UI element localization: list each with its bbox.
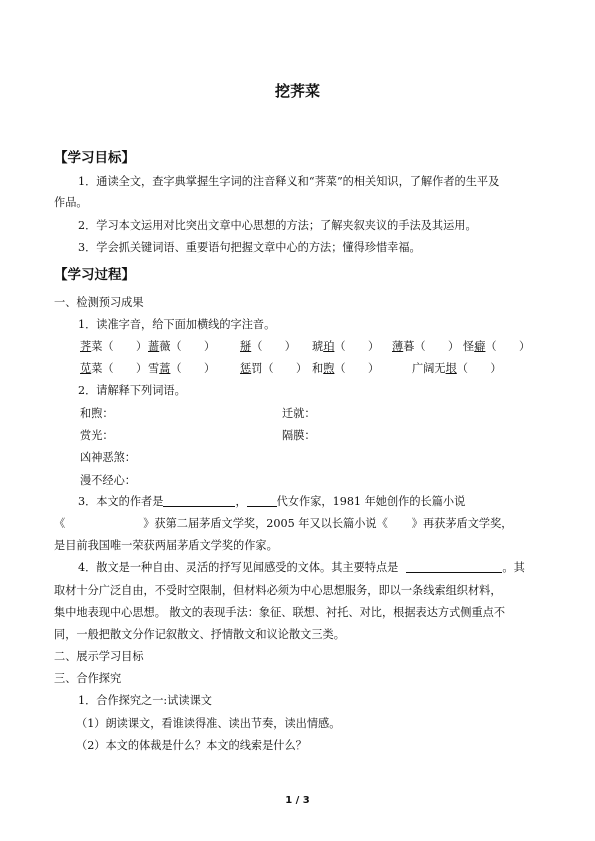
pinyin-item: 雪蒿（ ） xyxy=(148,362,216,375)
pinyin-item: 和煦（ ） xyxy=(312,362,380,375)
goals-heading: 【学习目标】 xyxy=(54,150,135,166)
pinyin-item: 苋菜（ ） xyxy=(80,362,148,375)
goal-1-line-1: 1．通读全文，查字典掌握生字词的注音释义和“荠菜”的相关知识，了解作者的生平及 xyxy=(78,175,500,188)
word-yujiu: 迁就： xyxy=(282,407,316,420)
pinyin-item: 怪癖（ ） xyxy=(463,340,531,353)
question-4-line-3: 集中地表现中心思想。 散文的表现手法：象征、联想、衬托、对比，根据表达方式侧重点不 xyxy=(54,606,506,619)
goal-1-line-2: 作品。 xyxy=(54,196,88,209)
word-hexu: 和煦： xyxy=(80,407,114,420)
question-3-line-1: 3．本文的作者是 ， 代女作家，1981 年她创作的长篇小说 xyxy=(78,495,466,508)
part-2-heading: 二、展示学习目标 xyxy=(54,650,144,663)
coop-1-a: （1）朗读课文，看谁读得准、读出节奏，读出情感。 xyxy=(76,717,341,730)
answer-blank[interactable] xyxy=(406,560,502,573)
goal-3: 3．学会抓关键词语、重要语句把握文章中心的方法；懂得珍惜幸福。 xyxy=(78,241,421,254)
answer-blank[interactable] xyxy=(247,494,277,507)
pinyin-item: 掰（ ） xyxy=(240,340,296,353)
question-4-line-2: 取材十分广泛自由，不受时空限制，但材料必须为中心思想服务，即以一条线索组织材料， xyxy=(54,584,502,597)
pinyin-item: 薄暮（ ） xyxy=(392,340,460,353)
pinyin-item: 荠菜（ ） xyxy=(80,340,148,353)
question-2: 2．请解释下列词语。 xyxy=(78,384,186,397)
word-shangguang: 赏光： xyxy=(80,429,114,442)
pinyin-item: 蔷薇（ ） xyxy=(148,340,216,353)
coop-1: 1．合作探究之一:试读课文 xyxy=(78,694,212,707)
pinyin-item: 琥珀（ ） xyxy=(312,340,380,353)
word-gemo: 隔膜： xyxy=(282,429,316,442)
question-4-line-4: 同，一般把散文分作记叙散文、抒情散文和议论散文三类。 xyxy=(54,628,345,641)
goal-2: 2．学习本文运用对比突出文章中心思想的方法；了解夹叙夹议的手法及其运用。 xyxy=(78,219,477,232)
pinyin-item: 惩罚（ ） xyxy=(240,362,308,375)
question-4-line-1: 4．散文是一种自由、灵活的抒写见闻感受的文体。其主要特点是 。其 xyxy=(78,561,525,574)
coop-1-b: （2）本文的体裁是什么？本文的线索是什么？ xyxy=(76,739,307,752)
question-3-line-2: 《 》获第二届茅盾文学奖，2005 年又以长篇小说《 》再获茅盾文学奖， xyxy=(54,517,513,530)
page-title: 挖荠菜 xyxy=(274,82,320,100)
word-manbu: 漫不经心： xyxy=(80,474,136,487)
process-heading: 【学习过程】 xyxy=(54,267,135,283)
word-xiongshen: 凶神恶煞： xyxy=(80,451,136,464)
pinyin-item: 广阔无垠（ ） xyxy=(412,362,502,375)
answer-blank[interactable] xyxy=(163,494,235,507)
question-3-line-3: 是目前我国唯一荣获两届茅盾文学奖的作家。 xyxy=(54,539,278,552)
part-1-heading: 一、检测预习成果 xyxy=(54,296,144,309)
part-3-heading: 三、合作探究 xyxy=(54,672,122,685)
page-number: 1 / 3 xyxy=(285,795,310,806)
question-1: 1．读准字音，给下面加横线的字注音。 xyxy=(78,318,276,331)
